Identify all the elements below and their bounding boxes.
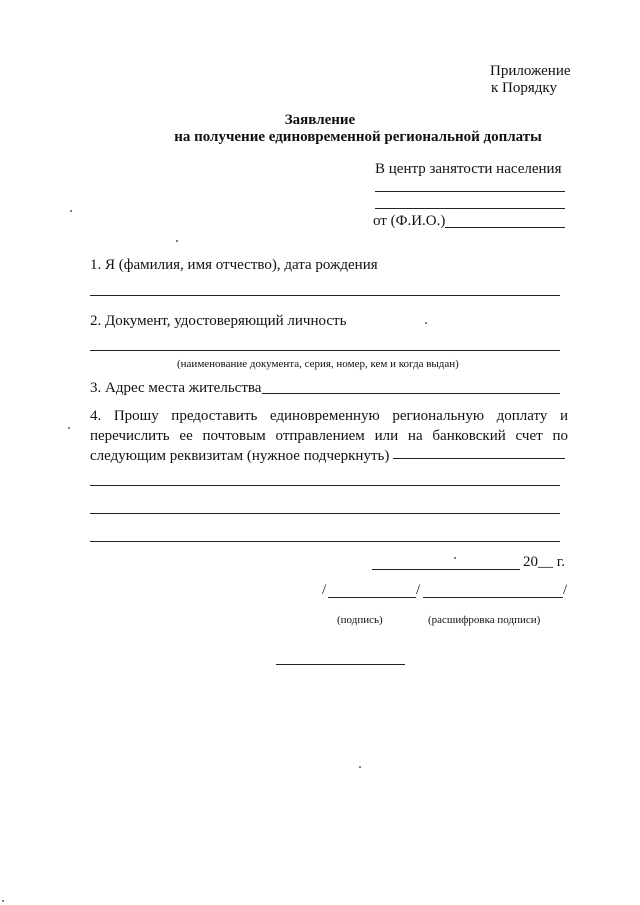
item-4-paragraph — [90, 406, 568, 466]
item-4-field-line-2[interactable] — [90, 513, 560, 514]
footer-line — [276, 664, 405, 665]
item-4-field-line-3[interactable] — [90, 541, 560, 542]
item-4-field-line-1[interactable] — [90, 485, 560, 486]
document-title: Заявление — [284, 112, 356, 128]
item-4-line-1: 4. Прошу предоставить единовременную региональную доплату и — [90, 408, 568, 424]
scan-speck — [176, 240, 178, 242]
item-1-field-line[interactable] — [90, 295, 560, 296]
year-label: 20__ г. — [523, 554, 565, 570]
item-2-label: 2. Документ, удостоверяющий личность — [90, 313, 347, 329]
addressee-from-label: от (Ф.И.О.) — [373, 213, 446, 229]
item-1-label: 1. Я (фамилия, имя отчество), дата рождения — [90, 257, 378, 273]
appendix-reference: к Порядку — [491, 80, 557, 96]
scan-speck — [2, 900, 4, 902]
scan-speck — [425, 322, 427, 324]
scan-speck — [68, 427, 70, 429]
item-2-hint: (наименование документа, серия, номер, кем и когда выдан) — [177, 358, 459, 370]
signature-hint: (подпись) — [337, 614, 383, 626]
addressee-to-label: В центр занятости населения — [375, 161, 562, 177]
signature-slash-left: / — [322, 582, 327, 598]
signature-field-line[interactable] — [328, 597, 416, 598]
fio-field-line[interactable] — [445, 227, 565, 228]
scan-speck — [359, 766, 361, 768]
addressee-line-1[interactable] — [375, 191, 565, 192]
document-subtitle: на получение единовременной региональной доплаты — [174, 129, 542, 145]
date-field-line[interactable] — [372, 569, 520, 570]
signature-slash-middle: / — [416, 582, 421, 598]
item-3-field-line[interactable] — [262, 393, 560, 394]
signature-decode-hint: (расшифровка подписи) — [428, 614, 541, 626]
signature-decode-field-line[interactable] — [423, 597, 563, 598]
item-2-field-line[interactable] — [90, 350, 560, 351]
item-4-inline-field-line[interactable] — [393, 458, 565, 459]
signature-slash-right: / — [563, 582, 568, 598]
scan-speck — [70, 210, 72, 212]
scan-speck — [454, 557, 456, 559]
item-4-line-3: следующим реквизитам (нужное подчеркнуть) — [90, 448, 390, 464]
item-4-line-2: перечислить ее почтовым отправлением или на банковский счет по — [90, 428, 568, 444]
item-3-label: 3. Адрес места жительства — [90, 380, 262, 396]
addressee-line-2[interactable] — [375, 208, 565, 209]
appendix-label: Приложение — [490, 63, 571, 79]
